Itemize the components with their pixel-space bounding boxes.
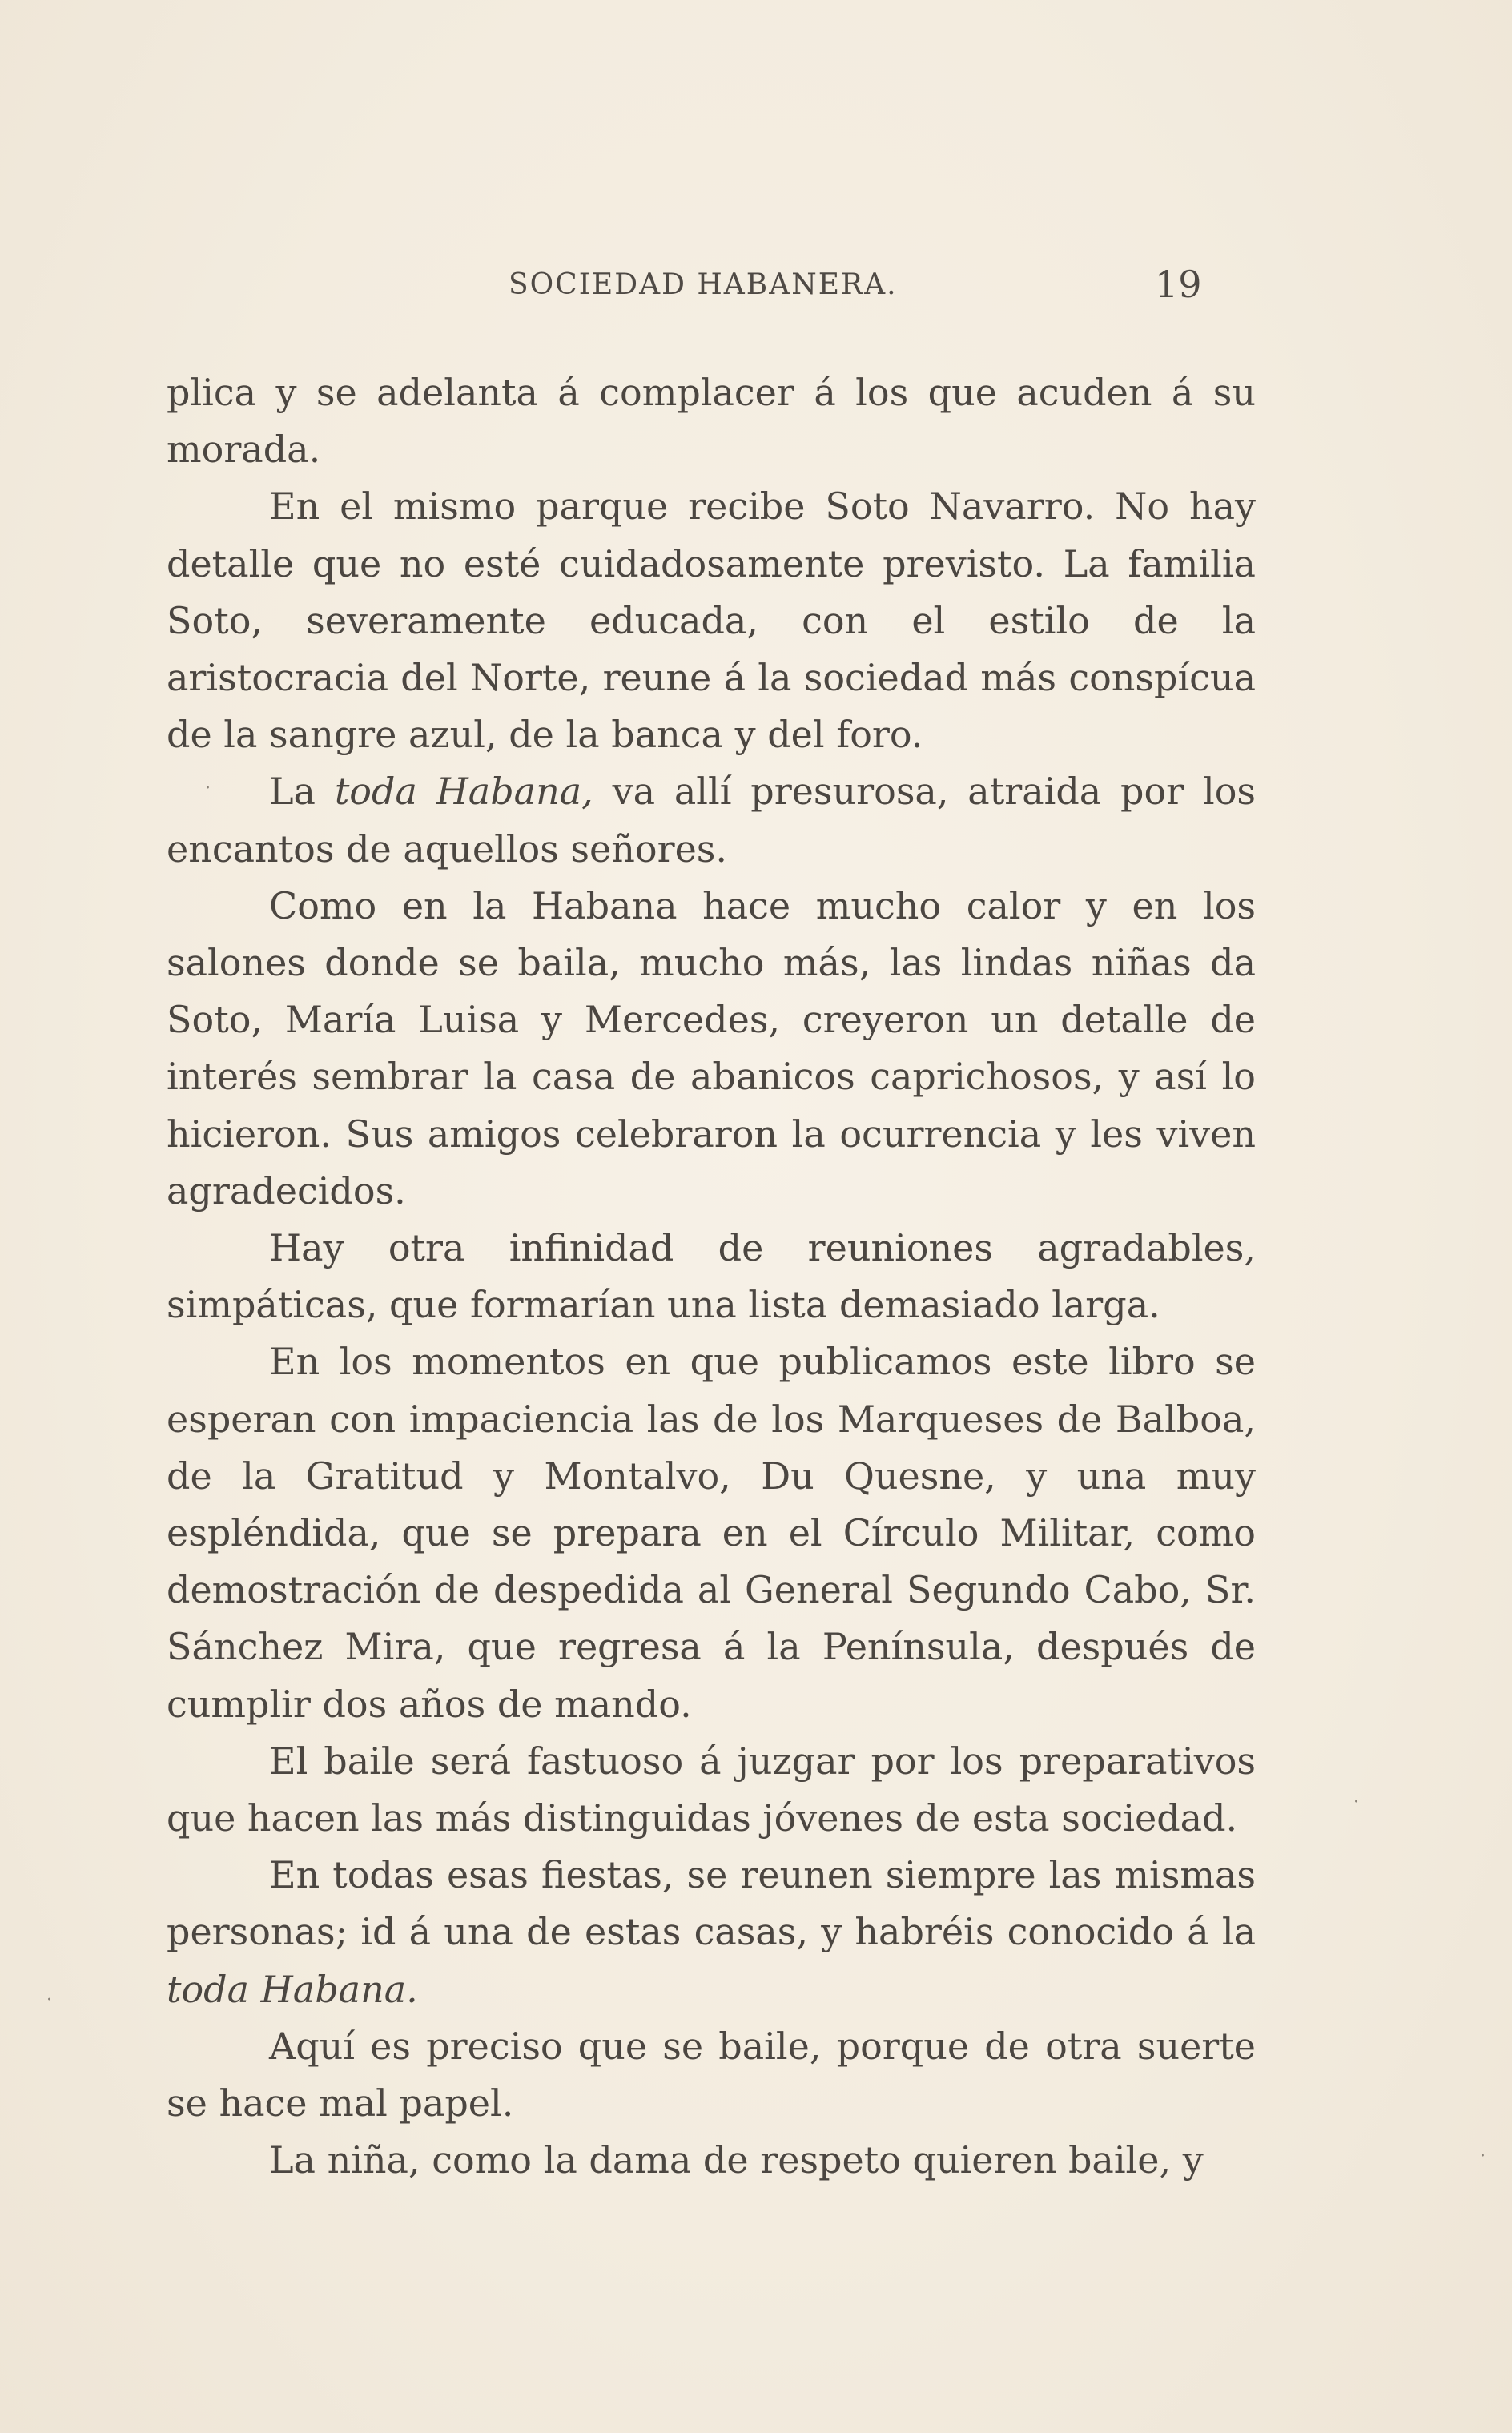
paper-speck: · xyxy=(1480,2146,1486,2166)
paragraph-8 xyxy=(167,1847,1256,2018)
paragraph-8-before: En todas esas fiestas, se reunen siempre las mismas personas; id á una de estas casas, y habréis conocido á la xyxy=(167,1853,1256,1954)
paragraph-5: Hay otra infinidad de reuniones agradables, simpáticas, que formarían una lista demasiado larga. xyxy=(167,1226,1256,1327)
paragraph-1: plica y se adelanta á complacer á los que acuden á su morada. xyxy=(167,371,1256,472)
page-number: 19 xyxy=(1155,263,1202,306)
paragraph-10: La niña, como la dama de respeto quieren baile, y xyxy=(269,2138,1204,2182)
paragraph-9: Aquí es preciso que se baile, porque de otra suerte se hace mal papel. xyxy=(167,2024,1256,2125)
paragraph-3-after: va allí presurosa, atraida por los encantos de aquellos señores. xyxy=(167,770,1257,871)
body-text xyxy=(167,364,1256,2190)
paragraph-3-before: La xyxy=(269,770,335,814)
paragraph-8-italic: toda Habana. xyxy=(167,1967,418,2011)
running-head: SOCIEDAD HABANERA. xyxy=(509,268,898,301)
paragraph-7: El baile será fastuoso á juzgar por los preparativos que hacen las más distinguidas jóvenes de esta sociedad. xyxy=(167,1739,1256,1840)
paragraph-6: En los momentos en que publicamos este libro se esperan con impaciencia las de los Marqueses de Balboa, de la Gratitud y Montalvo, Du Quesne, y una muy espléndida, que se prepara en el Círculo Militar, como demostración de despedida al General Segundo Cabo, Sr. Sánchez Mira, que regresa á la Península, después de cumplir dos años de mando. xyxy=(167,1340,1256,1726)
paper-speck: · xyxy=(1353,1792,1359,1812)
paper-speck: · xyxy=(205,778,211,798)
paragraph-4: Como en la Habana hace mucho calor y en los salones donde se baila, mucho más, las lindas niñas da Soto, María Luisa y Mercedes, creyeron un detalle de interés sembrar la casa de abanicos caprichosos, y así lo hicieron. Sus amigos celebraron la ocurrencia y les viven agradecidos. xyxy=(167,883,1256,1212)
paragraph-3 xyxy=(167,763,1256,877)
paper-speck: · xyxy=(46,1990,52,2010)
paragraph-3-italic: toda Habana, xyxy=(334,770,593,814)
paragraph-2: En el mismo parque recibe Soto Navarro. No hay detalle que no esté cuidadosamente previsto. La familia Soto, severamente educada, con el estilo de la aristocracia del Norte, reune á la sociedad más conspícua de la sangre azul, de la banca y del foro. xyxy=(167,485,1256,757)
